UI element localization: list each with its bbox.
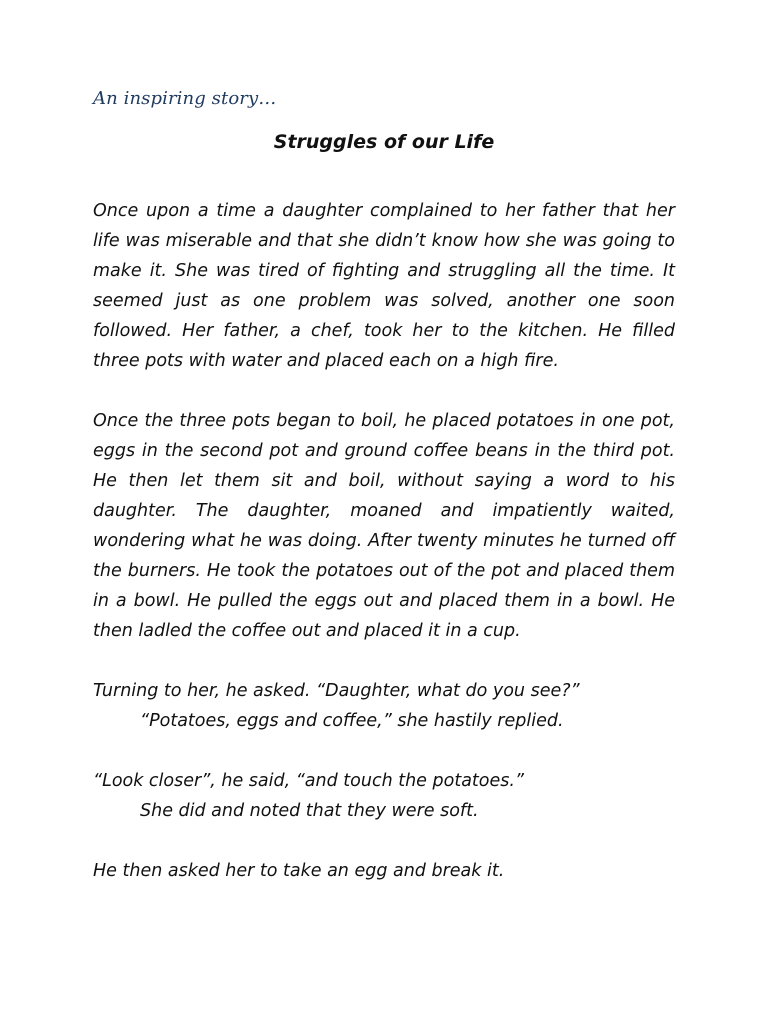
story-paragraph: Once upon a time a daughter complained to her father that her life was miserable and that she didn’t know how she was going to make it. She was tired of fighting and struggling all the time. It seemed just as one problem was solved, another one soon followed. Her father, a chef, took her to the kitchen. He filled three pots with water and placed each on a high fire. [93,201,675,371]
dialogue-line-indented: “Potatoes, eggs and coffee,” she hastily replied. [140,711,564,731]
dialogue-line: Turning to her, he asked. “Daughter, what do you see?” [93,681,580,701]
story-paragraph: Once the three pots began to boil, he placed potatoes in one pot, eggs in the second pot and ground coffee beans in the third pot. He then let them sit and boil, without saying a word to his daughter. The daughter, moaned and impatiently waited, wondering what he was doing. After twenty minutes he turned off the burners. He took the potatoes out of the pot and placed them in a bowl. He pulled the eggs out and placed them in a bowl. He then ladled the coffee out and placed it in a cup. [93,411,675,641]
document-title: Struggles of our Life [273,131,495,153]
document-subtitle: An inspiring story… [93,88,277,109]
dialogue-line-indented: She did and noted that they were soft. [140,801,479,821]
paragraph-gap [93,826,675,856]
story-body [93,196,675,886]
dialogue-line: He then asked her to take an egg and break it. [93,861,505,881]
dialogue-line: “Look closer”, he said, “and touch the potatoes.” [93,771,524,791]
paragraph-gap [93,736,675,766]
